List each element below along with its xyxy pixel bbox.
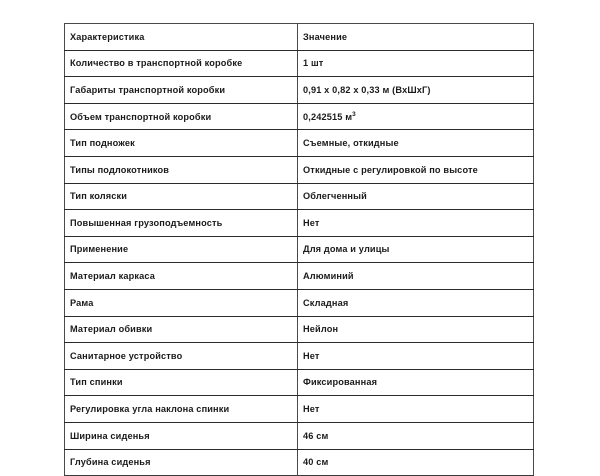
table-row xyxy=(65,396,534,423)
cell-characteristic: Количество в транспортной коробке xyxy=(65,50,298,77)
table-row xyxy=(65,369,534,396)
table-row xyxy=(65,50,534,77)
cell-value: Алюминий xyxy=(298,263,534,290)
table-row xyxy=(65,449,534,476)
cell-value: Для дома и улицы xyxy=(298,236,534,263)
cell-characteristic: Ширина сиденья xyxy=(65,422,298,449)
cell-value: 40 см xyxy=(298,449,534,476)
table-body xyxy=(65,24,534,476)
cell-value: Нейлон xyxy=(298,316,534,343)
cell-value: Нет xyxy=(298,210,534,237)
cell-value: 46 см xyxy=(298,422,534,449)
cell-characteristic: Типы подлокотников xyxy=(65,156,298,183)
cell-characteristic: Повышенная грузоподъемность xyxy=(65,210,298,237)
table-row xyxy=(65,263,534,290)
table-row xyxy=(65,77,534,104)
table-row xyxy=(65,103,534,130)
table-row xyxy=(65,130,534,157)
header-cell-value: Значение xyxy=(298,24,534,51)
cell-value: 0,242515 $м^3$ xyxy=(298,103,534,130)
table-row xyxy=(65,210,534,237)
table-row xyxy=(65,316,534,343)
specification-table xyxy=(64,23,534,476)
table-row xyxy=(65,289,534,316)
cell-value: Откидные с регулировкой по высоте xyxy=(298,156,534,183)
table-row xyxy=(65,183,534,210)
cell-characteristic: Применение xyxy=(65,236,298,263)
cell-value: Нет xyxy=(298,396,534,423)
cell-value: 0,91 x 0,82 x 0,33 м (ВxШxГ) xyxy=(298,77,534,104)
header-cell-characteristic: Характеристика xyxy=(65,24,298,51)
cell-characteristic: Регулировка угла наклона спинки xyxy=(65,396,298,423)
cell-characteristic: Тип спинки xyxy=(65,369,298,396)
cell-characteristic: Глубина сиденья xyxy=(65,449,298,476)
cell-value: Съемные, откидные xyxy=(298,130,534,157)
table-row xyxy=(65,422,534,449)
cell-value: Облегченный xyxy=(298,183,534,210)
table-row xyxy=(65,343,534,370)
cell-characteristic: Рама xyxy=(65,289,298,316)
cell-value: Складная xyxy=(298,289,534,316)
specification-table-container xyxy=(64,23,533,476)
value-superscript: 3 xyxy=(352,110,356,118)
table-row xyxy=(65,156,534,183)
cell-characteristic: Материал обивки xyxy=(65,316,298,343)
cell-characteristic: Санитарное устройство xyxy=(65,343,298,370)
cell-characteristic: Материал каркаса xyxy=(65,263,298,290)
cell-characteristic: Габариты транспортной коробки xyxy=(65,77,298,104)
cell-value: Нет xyxy=(298,343,534,370)
cell-characteristic: Тип коляски xyxy=(65,183,298,210)
cell-value: Фиксированная xyxy=(298,369,534,396)
cell-characteristic: Объем транспортной коробки xyxy=(65,103,298,130)
table-header-row xyxy=(65,24,534,51)
cell-value: 1 шт xyxy=(298,50,534,77)
table-row xyxy=(65,236,534,263)
cell-characteristic: Тип подножек xyxy=(65,130,298,157)
